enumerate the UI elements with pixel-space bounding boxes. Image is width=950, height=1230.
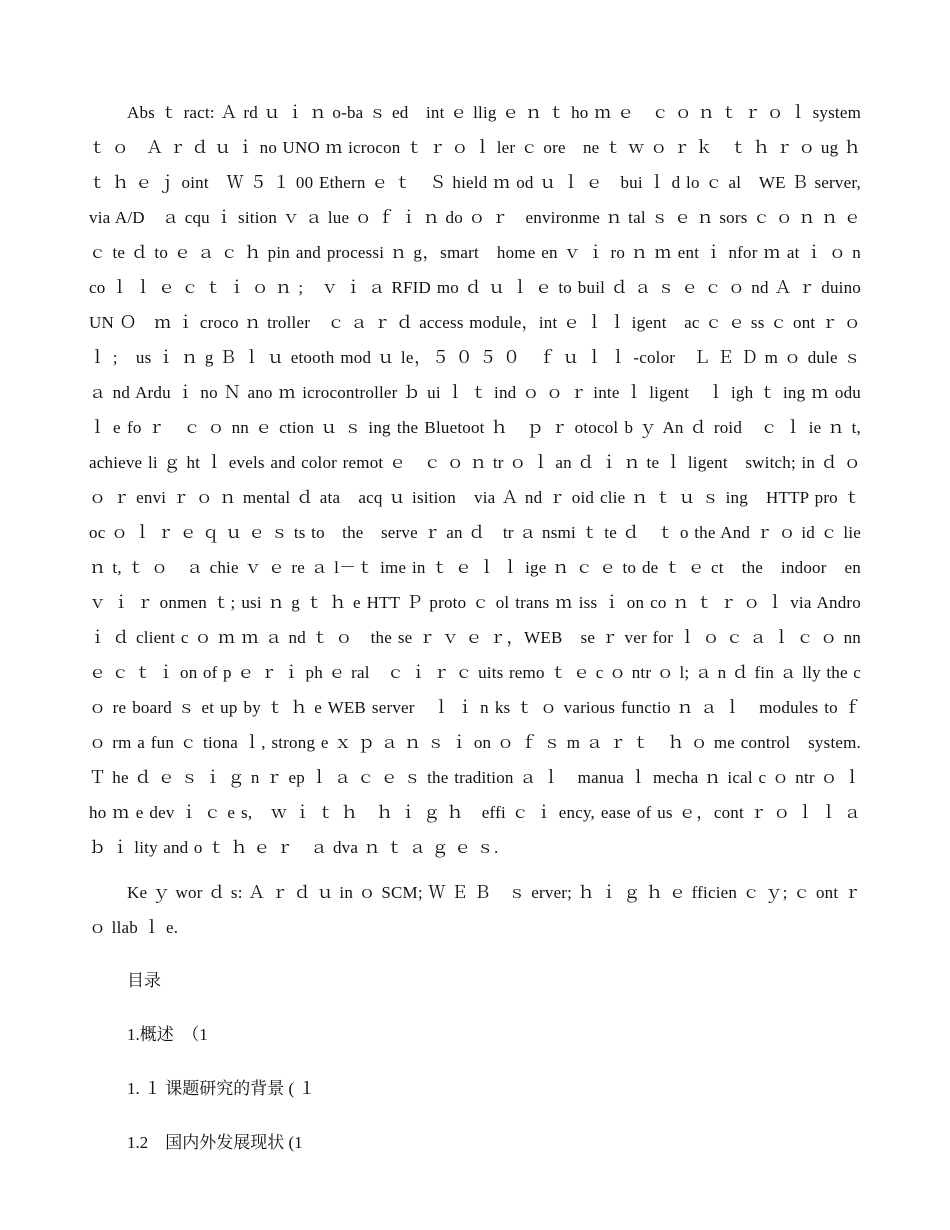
toc-item: 1. １ 课题研究的背景 ( １ <box>127 1079 316 1098</box>
toc-title: 目录 <box>127 971 161 990</box>
keywords-paragraph: Ke ｙ wor ｄ s: Ａ ｒ ｄ ｕ in ｏ SCM; Ｗ Ｅ Ｂ ｓ erver; ｈ ｉ ｇ ｈ ｅ fficien ｃ ｙ; ｃ ont ｒ ｏ llab ｌ e. <box>89 883 861 937</box>
abstract-paragraph: Abs ｔ ract: Ａ rd ｕ ｉ ｎ o-ba ｓ ed int ｅ llig ｅ ｎ ｔ ho ｍ ｅ ｃ ｏ ｎ ｔ ｒ ｏ ｌ system ｔ ｏ Ａ ｒ ｄ ｕ ｉ no UNO ｍ icrocon ｔ ｒ ｏ ｌ ler ｃ ore ne ｔ ｗ ｏ ｒ ｋ ｔ ｈ ｒ ｏ ug ｈ ｔ ｈ ｅ ｊ oint Ｗ ５ １ 00 Ethern ｅ ｔ Ｓ hield ｍ od ｕ ｌ ｅ bui ｌ d lo ｃ al WE Ｂ server, via A/D ａ cqu ｉ sition ｖ ａ lue ｏ ｆ ｉ ｎ do ｏ ｒ environme ｎ tal ｓ ｅ ｎ sors ｃ ｏ ｎ ｎ ｅ ｃ te ｄ to ｅ ａ ｃ ｈ pin and processi ｎ g，smart home en ｖ ｉ ro ｎ ｍ ent ｉ nfor ｍ at ｉ ｏ n co ｌ ｌ ｅ ｃ ｔ ｉ ｏ ｎ ; ｖ ｉ ａ RFID mo ｄ ｕ ｌ ｅ to buil ｄ ａ ｓ ｅ ｃ ｏ nd Ａ ｒ duino UN Ｏ ｍ ｉ croco ｎ troller ｃ ａ ｒ ｄ access module，int ｅ ｌ ｌ igent ac ｃ ｅ ss ｃ ont ｒ ｏ ｌ ; us ｉ ｎ g Ｂ ｌ ｕ etooth mod ｕ le，５ ０ ５ ０ ｆ ｕ ｌ ｌ -color Ｌ Ｅ Ｄ m ｏ dule ｓ ａ nd Ardu ｉ no Ｎ ano ｍ icrocontroller ｂ ui ｌ ｔ ind ｏ ｏ ｒ inte ｌ ligent ｌ igh ｔ ing ｍ odu ｌ e fo ｒ ｃ ｏ nn ｅ ction ｕ ｓ ing the Bluetoot ｈ ｐ ｒ otocol b ｙ An ｄ roid ｃ ｌ ie ｎ t, achieve li ｇ ht ｌ evels and color remot ｅ ｃ ｏ ｎ tr ｏ ｌ an ｄ ｉ ｎ te ｌ ligent switch; in ｄ ｏ ｏ ｒ envi ｒ ｏ ｎ mental ｄ ata acq ｕ isition via Ａ nd ｒ oid clie ｎ ｔ ｕ ｓ ing HTTP pro ｔ oc ｏ ｌ ｒ ｅ ｑ ｕ ｅ ｓ ts to the serve ｒ an ｄ tr ａ nsmi ｔ te ｄ ｔ o the And ｒ ｏ id ｃ lie ｎ t, ｔ ｏ ａ chie ｖ ｅ re ａ l－ｔ ime in ｔ ｅ ｌ ｌ ige ｎ ｃ ｅ to de ｔ ｅ ct the indoor en ｖ ｉ ｒ onmen ｔ; usi ｎ g ｔ ｈ e HTT Ｐ proto ｃ ol trans ｍ iss ｉ on co ｎ ｔ ｒ ｏ ｌ via Andro ｉ ｄ client c ｏ ｍ ｍ ａ nd ｔ ｏ the se ｒ ｖ ｅ ｒ，WEB se ｒ ver for ｌ ｏ ｃ ａ ｌ ｃ ｏ nn ｅ ｃ ｔ ｉ on of p ｅ ｒ ｉ ph ｅ ral ｃ ｉ ｒ ｃ uits remo ｔ ｅ c ｏ ntr ｏ l; ａ n ｄ fin ａ lly the c ｏ re board ｓ et up by ｔ ｈ e WEB server ｌ ｉ n ks ｔ ｏ various functio ｎ ａ ｌ modules to ｆ ｏ rm a fun ｃ tiona ｌ, strong e ｘ ｐ ａ ｎ ｓ ｉ on ｏ ｆ ｓ m ａ ｒ ｔ ｈ ｏ me control system. Ｔ he ｄ ｅ ｓ ｉ ｇ n ｒ ep ｌ ａ ｃ ｅ ｓ the tradition ａ ｌ manua ｌ mecha ｎ ical c ｏ ntr ｏ ｌ ho ｍ e dev ｉ ｃ e s, ｗ ｉ ｔ ｈ ｈ ｉ ｇ ｈ effi ｃ ｉ ency, ease of us ｅ，cont ｒ ｏ ｌ ｌ ａ ｂ ｉ lity and o ｔ ｈ ｅ ｒ ａ dva ｎ ｔ ａ ｇ ｅ ｓ. <box>89 103 879 857</box>
toc-item: 1.2 国内外发展现状 (1 <box>127 1133 303 1152</box>
toc-item: 1.概述 （1 <box>127 1025 208 1044</box>
document-page <box>89 95 879 1160</box>
